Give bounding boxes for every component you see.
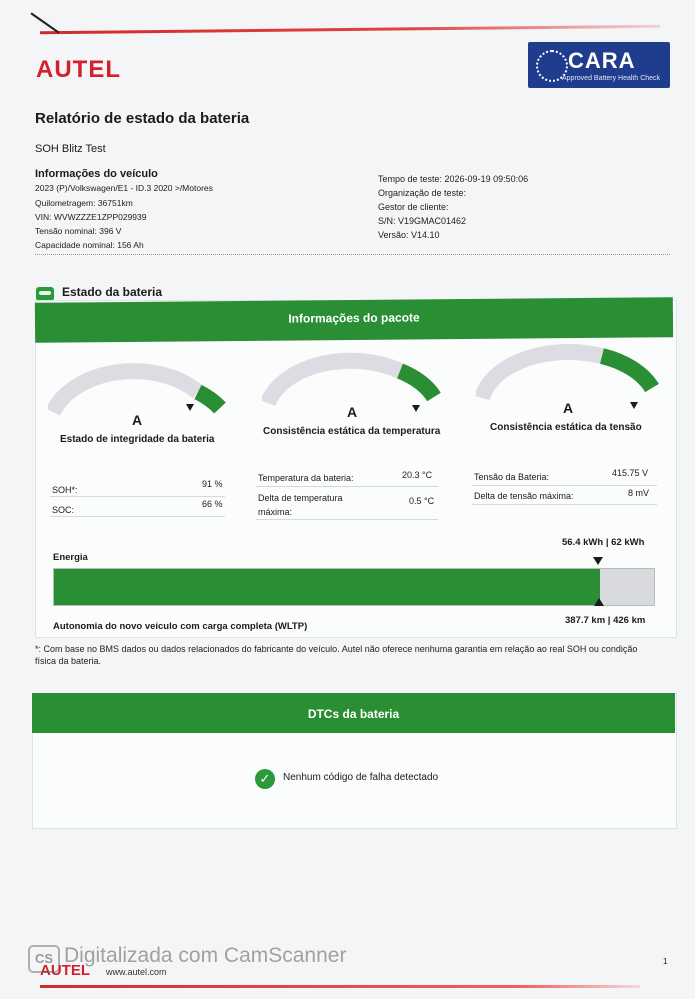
cara-title: CARA	[568, 48, 636, 73]
footer-red-line	[40, 985, 640, 988]
vehicle-vin: VIN: WVWZZZE1ZPP029939	[35, 212, 147, 222]
energy-bar-remaining	[600, 569, 654, 605]
row-divider	[256, 519, 438, 520]
row-divider	[472, 504, 657, 505]
energy-value: 56.4 kWh | 62 kWh	[562, 537, 645, 548]
soh-value: 91 %	[202, 479, 223, 489]
pack-info-bar: Informações do pacote	[35, 297, 673, 343]
temperature-value: 20.3 °C	[402, 470, 433, 480]
vehicle-model: 2023 (P)/Volkswagen/E1 - ID.3 2020 >/Motores	[35, 183, 213, 193]
autel-logo: AUTEL	[36, 56, 121, 83]
gauge-track	[53, 371, 198, 412]
row-divider	[472, 485, 657, 486]
row-divider	[256, 486, 438, 487]
energy-label: Energia	[53, 552, 88, 563]
vehicle-voltage: Tensão nominal: 396 V	[35, 226, 122, 236]
client-manager: Gestor de cliente:	[378, 202, 449, 212]
page-subtitle: SOH Blitz Test	[35, 143, 106, 155]
soh-gauge-label: Estado de integridade da bateria	[60, 434, 215, 445]
energy-bar-fill	[54, 569, 600, 605]
footnote: *: Com base no BMS dados ou dados relacionados do fabricante do veículo. Autel não oferece nenhuma garantia em relação ao real SOH ou condição física da bateria.	[35, 644, 638, 666]
vehicle-mileage: Quilometragem: 36751km	[35, 198, 133, 208]
test-time: Tempo de teste: 2026-09-19 09:50:06	[378, 174, 529, 184]
camscanner-logo-icon: CS	[28, 945, 60, 973]
soh-grade: A	[132, 412, 143, 428]
battery-voltage-value: 415.75 V	[612, 468, 649, 478]
row-divider	[50, 496, 225, 497]
header-red-line	[40, 25, 660, 34]
battery-car-icon	[36, 287, 54, 301]
temperature-grade: A	[347, 404, 358, 420]
delta-voltage-value: 8 mV	[628, 488, 650, 498]
gauge-fill	[198, 392, 220, 408]
footer-website: www.autel.com	[106, 967, 167, 977]
delta-temperature-value: 0.5 °C	[409, 496, 435, 506]
range-label: Autonomia do novo veículo com carga completa (WLTP)	[53, 621, 308, 632]
delta-temperature-label-1: Delta de temperatura	[258, 493, 343, 503]
gauge-pointer-icon	[630, 402, 638, 409]
cara-subtitle: Approved Battery Health Check	[562, 75, 661, 82]
delta-voltage-label: Delta de tensão máxima:	[474, 491, 574, 501]
range-marker-icon	[593, 597, 605, 607]
soh-label: SOH*:	[52, 485, 78, 495]
gauge-fill	[602, 356, 652, 388]
vehicle-info-heading: Informações do veículo	[35, 168, 158, 180]
section-divider	[35, 254, 670, 255]
gauge-pointer-icon	[412, 405, 420, 412]
camscanner-watermark: Digitalizada com CamScanner	[64, 944, 347, 967]
gauge-pointer-icon	[186, 404, 194, 411]
energy-marker-icon	[592, 556, 604, 566]
soh-gauge	[48, 350, 228, 420]
battery-voltage-label: Tensão da Bateria:	[474, 472, 550, 482]
check-circle-icon: ✓	[255, 769, 275, 789]
vehicle-capacity: Capacidade nominal: 156 Ah	[35, 240, 144, 250]
energy-bar	[53, 568, 655, 606]
voltage-grade: A	[563, 400, 574, 416]
battery-state-heading: Estado da bateria	[62, 285, 163, 299]
gauge-track	[482, 352, 602, 398]
software-version: Versão: V14.10	[378, 230, 440, 240]
serial-number: S/N: V19GMAC01462	[378, 216, 467, 226]
page-number: 1	[663, 957, 668, 966]
voltage-gauge-label: Consistência estática da tensão	[490, 422, 642, 433]
page-title: Relatório de estado da bateria	[35, 110, 250, 127]
temperature-label: Temperatura da bateria:	[258, 473, 354, 483]
gauge-fill	[400, 371, 434, 397]
gauge-track	[268, 361, 400, 403]
footer-autel-logo: AUTEL	[40, 962, 90, 979]
delta-temperature-label-2: máxima:	[258, 507, 293, 517]
range-value: 387.7 km | 426 km	[565, 615, 646, 626]
dtc-bar: DTCs da bateria	[32, 693, 675, 733]
cara-badge	[528, 42, 670, 88]
test-organization: Organização de teste:	[378, 188, 467, 198]
soc-value: 66 %	[202, 499, 223, 509]
temperature-gauge-label: Consistência estática da temperatura	[263, 426, 441, 437]
soc-label: SOC:	[52, 505, 75, 515]
row-divider	[50, 516, 225, 517]
dtc-message: Nenhum código de falha detectado	[283, 772, 439, 783]
